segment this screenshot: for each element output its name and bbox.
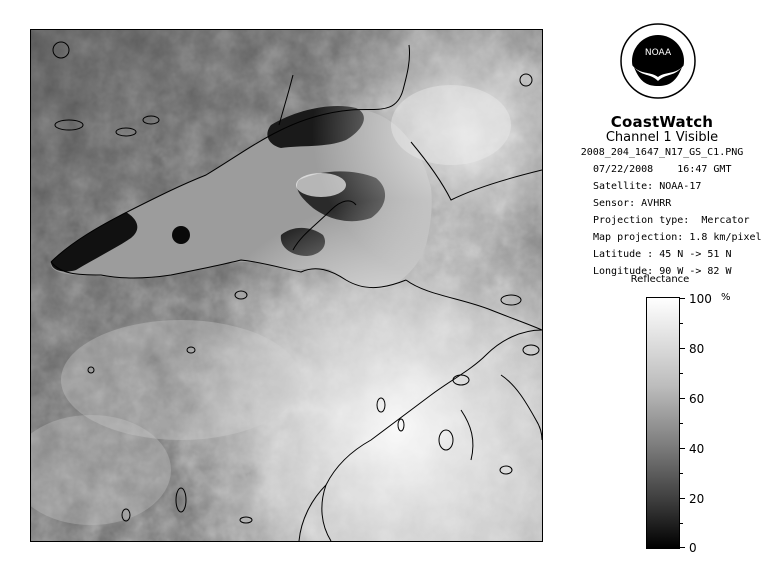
colorbar-minor-tick	[680, 323, 683, 324]
colorbar-tick-label: 60	[689, 392, 705, 406]
colorbar-tick	[680, 448, 685, 449]
colorbar-tick	[680, 348, 685, 349]
datetime-label: 07/22/2008 16:47 GMT	[593, 164, 732, 175]
colorbar-tick-label: 40	[689, 442, 705, 456]
colorbar-minor-tick	[680, 473, 683, 474]
projection-label: Projection type: Mercator	[593, 215, 750, 226]
filename-label: 2008_204_1647_N17_GS_C1.PNG	[580, 147, 744, 158]
satellite-image	[30, 29, 543, 542]
colorbar-tick-label: 0	[689, 541, 697, 555]
channel-label: Channel 1 Visible	[605, 130, 719, 145]
colorbar-tick	[680, 547, 685, 548]
colorbar-tick	[680, 398, 685, 399]
noaa-logo	[620, 23, 696, 99]
noaa-logo-icon	[620, 23, 696, 99]
sensor-label: Sensor: AVHRR	[593, 198, 672, 209]
colorbar-minor-tick	[680, 423, 683, 424]
colorbar	[646, 297, 680, 549]
map-projection-label: Map projection: 1.8 km/pixel	[593, 232, 762, 243]
colorbar-tick-label: 80	[689, 342, 705, 356]
colorbar-minor-tick	[680, 523, 683, 524]
satellite-image-canvas	[31, 30, 542, 541]
brand-title: CoastWatch	[610, 113, 714, 131]
noaa-logo-text: NOAA	[644, 48, 672, 58]
colorbar-title: Reflectance	[630, 274, 690, 285]
satellite-label: Satellite: NOAA-17	[593, 181, 702, 192]
colorbar-tick-label: 100	[689, 292, 712, 306]
colorbar-tick-label: 20	[689, 492, 705, 506]
colorbar-unit: %	[721, 292, 731, 303]
latitude-label: Latitude : 45 N -> 51 N	[593, 249, 732, 260]
colorbar-tick	[680, 298, 685, 299]
longitude-label: Longitude: 90 W -> 82 W	[593, 266, 732, 277]
colorbar-tick	[680, 498, 685, 499]
colorbar-minor-tick	[680, 373, 683, 374]
